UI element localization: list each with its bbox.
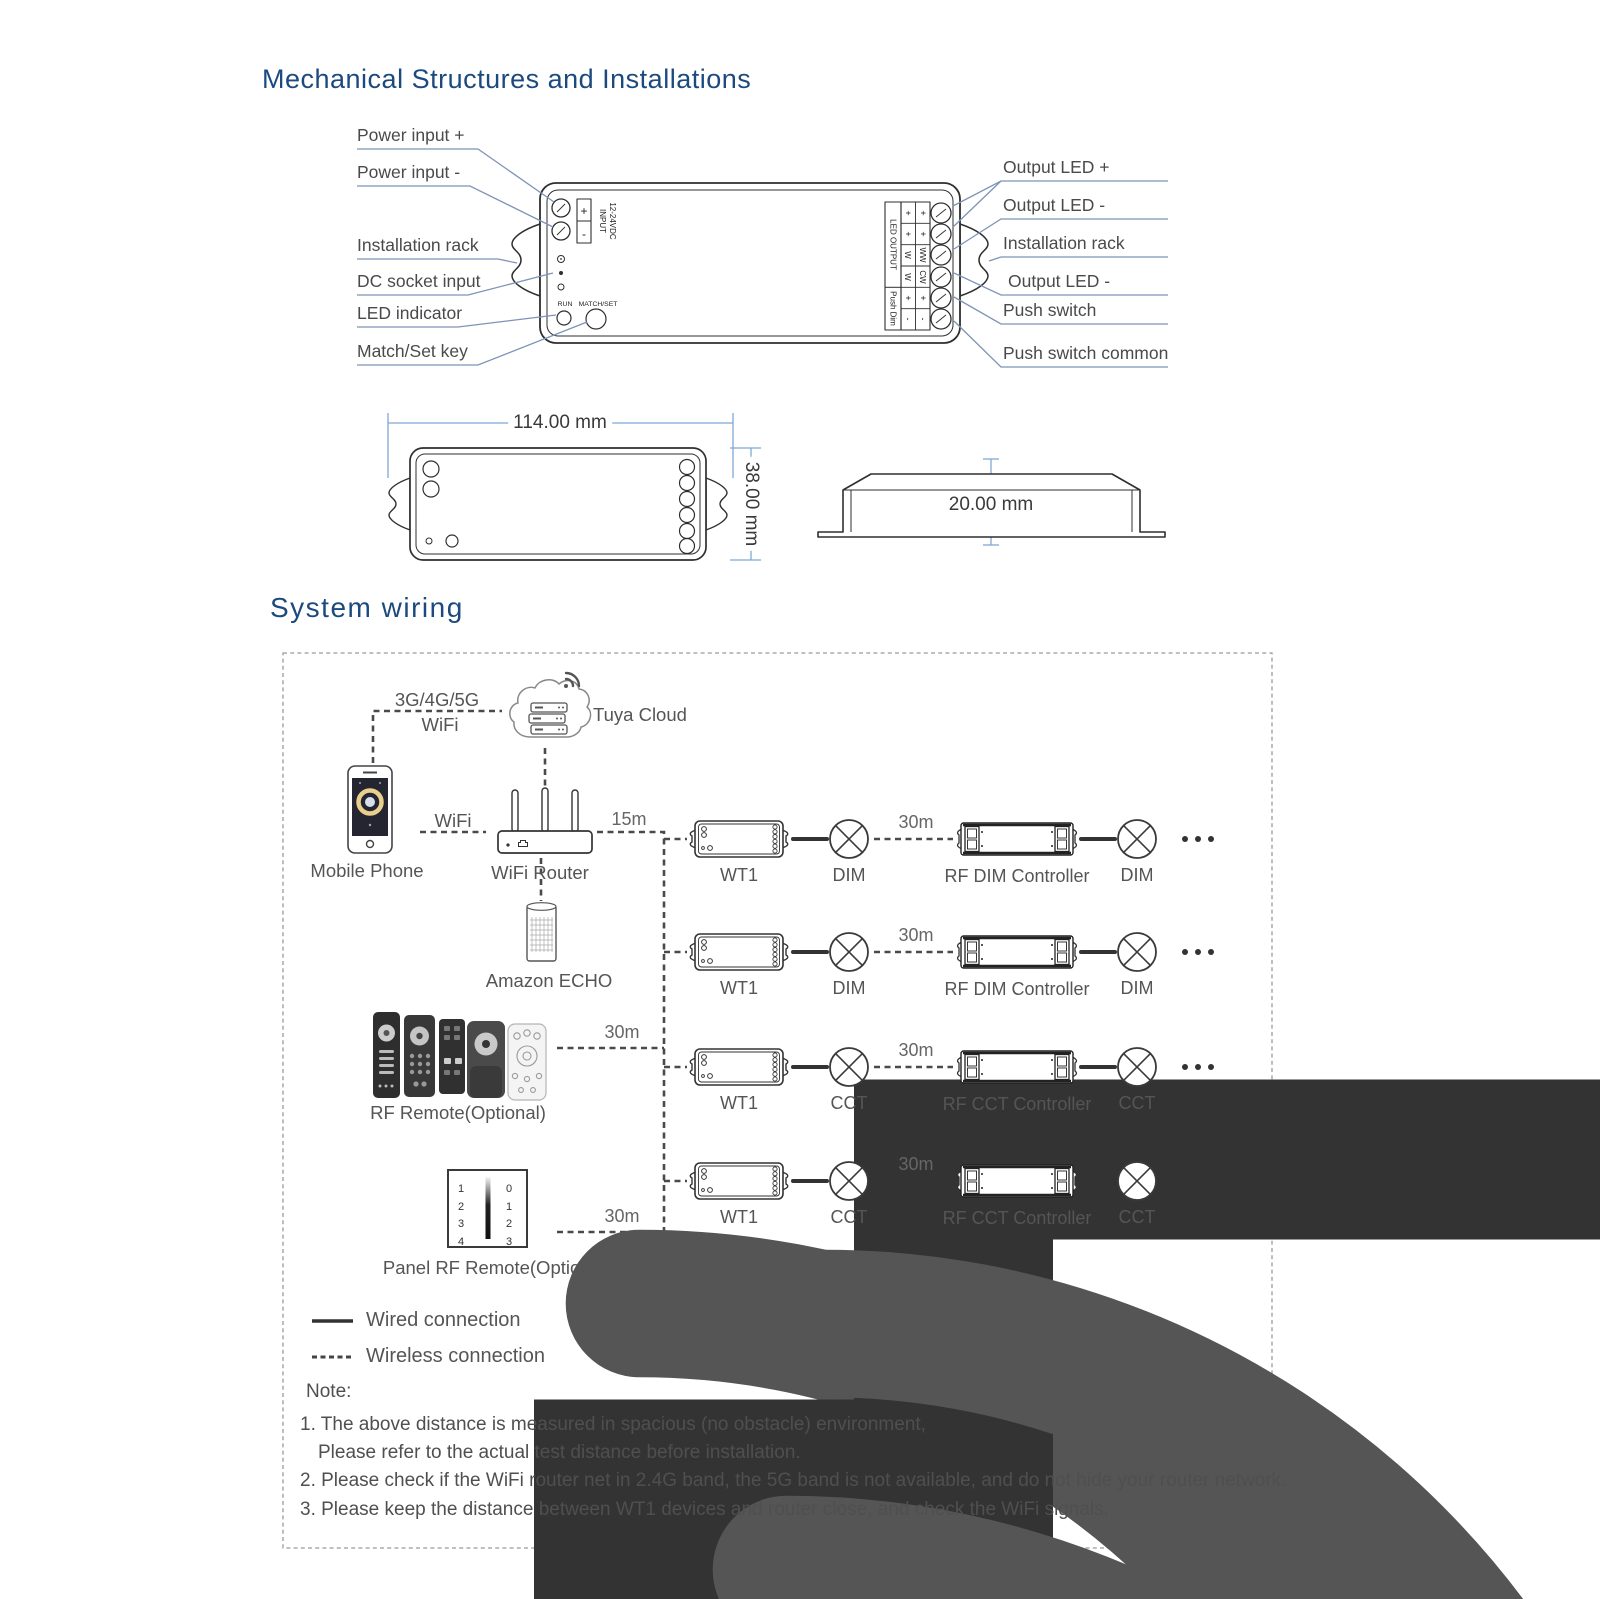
svg-text:W: W	[903, 273, 912, 281]
label-led-indicator: LED indicator	[357, 303, 463, 323]
label-30m-row: 30m	[898, 925, 934, 945]
label-amazon-echo: Amazon ECHO	[485, 970, 613, 991]
note-line-3: 3. Please keep the distance between WT1 devices and router close, and check the WiFi signals.	[300, 1499, 1109, 1520]
note-line-2: 2. Please check if the WiFi router net in 2.4G band, the 5G band is not available, and do not hide your router network.	[300, 1470, 1287, 1491]
svg-text:W: W	[903, 251, 912, 259]
label-wifi-mid: WiFi	[434, 810, 472, 831]
ellipsis-icon	[1182, 836, 1214, 842]
legend-wireless: Wireless connection	[366, 1345, 545, 1367]
mobile-phone-icon	[348, 766, 392, 853]
dimension-height: 38.00 mm	[740, 457, 762, 551]
input-minus-mark: -	[582, 227, 586, 241]
label-15m: 15m	[611, 809, 647, 829]
label-30m-panel: 30m	[604, 1206, 640, 1226]
rf-controller-icon	[958, 936, 1077, 968]
label-rf-controller: RF CCT Controller	[942, 1094, 1092, 1114]
ellipsis-icon	[1182, 1064, 1214, 1070]
label-rf-controller: RF DIM Controller	[944, 979, 1090, 999]
label-push-switch-common: Push switch common	[1003, 343, 1169, 363]
label-dc-socket-input: DC socket input	[357, 271, 481, 291]
svg-text:WW: WW	[918, 247, 927, 263]
svg-text:+: +	[918, 210, 928, 216]
label-lamp: CCT	[830, 1093, 868, 1113]
label-30m-row: 30m	[898, 812, 934, 832]
ellipsis-icon	[1182, 1178, 1214, 1184]
lamp-icon	[1118, 933, 1156, 971]
svg-text:CW: CW	[918, 270, 927, 284]
label-wt1: WT1	[720, 1207, 758, 1227]
label-wifi-top: WiFi	[421, 714, 459, 735]
ellipsis-icon	[1182, 949, 1214, 955]
label-3g4g5g: 3G/4G/5G	[394, 689, 480, 710]
label-rf-controller: RF CCT Controller	[942, 1208, 1092, 1228]
svg-text:+: +	[918, 295, 928, 301]
lamp-icon	[830, 1048, 868, 1086]
legend-wired: Wired connection	[366, 1309, 521, 1331]
push-dim-label: Push Dim	[888, 291, 898, 326]
svg-text:2: 2	[505, 1218, 513, 1230]
run-label: RUN	[557, 301, 573, 308]
input-voltage-label: 12-24VDC	[608, 202, 617, 240]
match-set-label: MATCH/SET	[578, 301, 618, 308]
svg-text:4: 4	[457, 1236, 465, 1248]
note-title: Note:	[306, 1381, 352, 1402]
svg-text:+: +	[903, 210, 913, 216]
input-label: INPUT	[598, 209, 607, 233]
wt1-device-icon	[690, 1049, 788, 1085]
panel-rf-remote-icon	[448, 1170, 527, 1248]
lamp-icon	[1118, 1162, 1156, 1200]
label-panel-rf-remote: Panel RF Remote(Optional)	[382, 1257, 612, 1278]
label-wt1: WT1	[720, 865, 758, 885]
lamp-icon	[830, 933, 868, 971]
rf-controller-icon	[958, 823, 1077, 855]
label-installation-rack-left: Installation rack	[357, 235, 479, 255]
label-push-switch: Push switch	[1003, 300, 1097, 320]
svg-text:1: 1	[505, 1201, 513, 1213]
label-output-led-minus: Output LED -	[1003, 195, 1106, 215]
lamp-icon	[1118, 1048, 1156, 1086]
dimension-top-view	[389, 448, 727, 560]
installation-rack-left	[512, 224, 540, 296]
label-lamp2: CCT	[1118, 1093, 1156, 1113]
label-30m-row: 30m	[898, 1154, 934, 1174]
svg-text:3: 3	[457, 1218, 465, 1230]
input-plus-mark: +	[580, 204, 588, 218]
label-rf-remote: RF Remote(Optional)	[370, 1102, 546, 1123]
label-power-input-minus: Power input -	[357, 162, 461, 182]
wt1-device-icon	[690, 821, 788, 857]
label-rf-controller: RF DIM Controller	[944, 866, 1090, 886]
note-line-1: 1. The above distance is measured in spacious (no obstacle) environment,	[300, 1414, 926, 1435]
lamp-icon	[1118, 820, 1156, 858]
svg-text:0: 0	[505, 1183, 513, 1195]
label-tuya-cloud: Tuya Cloud	[593, 704, 687, 725]
wt1-device-icon	[690, 934, 788, 970]
dimension-depth: 20.00 mm	[944, 494, 1038, 516]
note-line-1b: Please refer to the actual test distance before installation.	[318, 1442, 801, 1463]
svg-text:+: +	[903, 295, 913, 301]
label-output-led-minus-2: Output LED -	[1008, 271, 1111, 291]
label-output-led-plus: Output LED +	[1003, 157, 1110, 177]
label-lamp: CCT	[830, 1207, 868, 1227]
svg-text:+: +	[918, 231, 928, 237]
label-installation-rack-right: Installation rack	[1003, 233, 1125, 253]
label-lamp2: DIM	[1120, 978, 1154, 998]
label-power-input-plus: Power input +	[357, 125, 465, 145]
label-wt1: WT1	[720, 1093, 758, 1113]
lamp-icon	[830, 1162, 868, 1200]
rf-remote-group-icon	[373, 1012, 546, 1100]
amazon-echo-icon	[527, 903, 556, 961]
label-30m-remote: 30m	[604, 1022, 640, 1042]
device-top-diagram	[512, 183, 988, 343]
label-match-set-key: Match/Set key	[357, 341, 468, 361]
rf-controller-icon	[958, 1165, 1077, 1197]
svg-text:+: +	[903, 231, 913, 237]
label-mobile-phone: Mobile Phone	[310, 860, 424, 881]
label-wt1: WT1	[720, 978, 758, 998]
svg-text:2: 2	[457, 1201, 465, 1213]
section-title-wiring: System wiring	[270, 592, 464, 623]
svg-text:3: 3	[505, 1236, 513, 1248]
rf-controller-icon	[958, 1051, 1077, 1083]
wt1-device-icon	[690, 1163, 788, 1199]
led-output-label: LED OUTPUT	[888, 219, 898, 270]
svg-text:-: -	[903, 317, 913, 321]
label-lamp: DIM	[832, 865, 866, 885]
label-wifi-router: WiFi Router	[491, 862, 589, 883]
label-lamp: DIM	[832, 978, 866, 998]
installation-rack-right	[960, 224, 988, 296]
svg-text:1: 1	[457, 1183, 465, 1195]
dimension-width: 114.00 mm	[508, 412, 612, 434]
svg-text:-: -	[918, 317, 928, 321]
section-title-mechanical: Mechanical Structures and Installations	[262, 64, 752, 94]
label-lamp2: DIM	[1120, 865, 1154, 885]
label-lamp2: CCT	[1118, 1207, 1156, 1227]
lamp-icon	[830, 820, 868, 858]
tuya-cloud-icon	[510, 680, 591, 737]
label-30m-row: 30m	[898, 1040, 934, 1060]
